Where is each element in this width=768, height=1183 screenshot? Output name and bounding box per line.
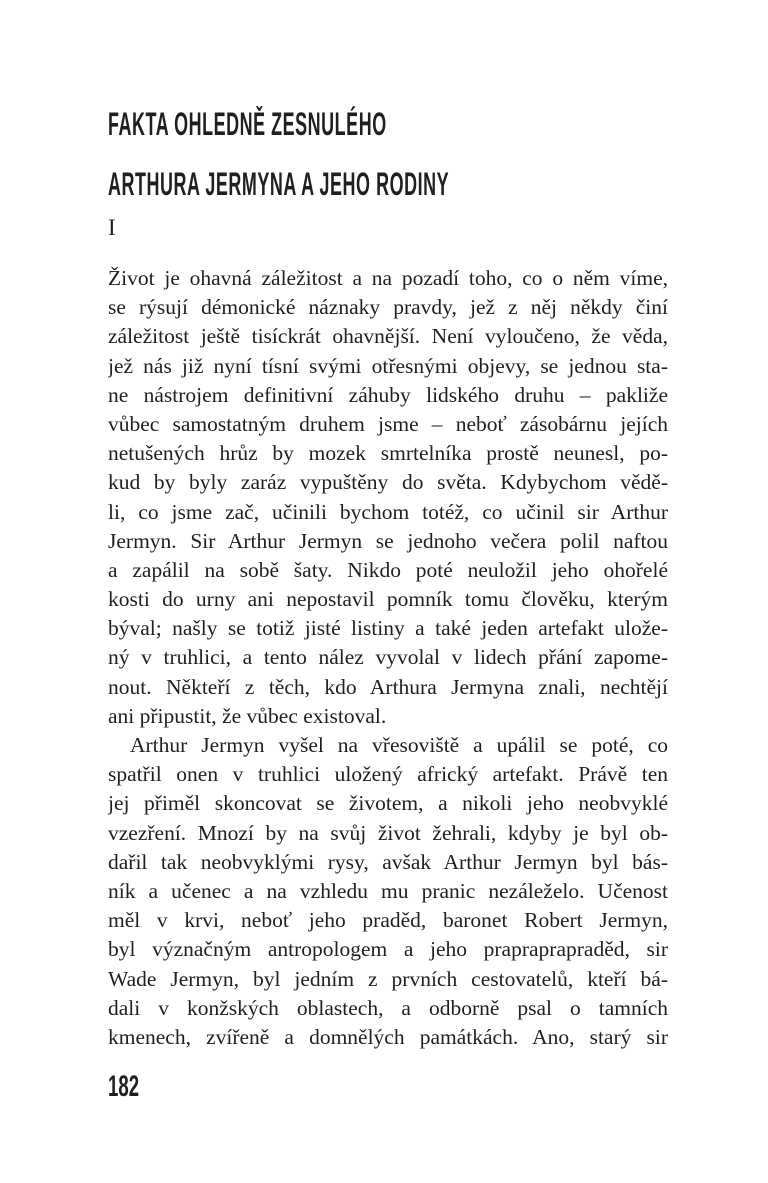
paragraph-2 <box>108 731 668 1052</box>
page-number: 182 <box>108 1070 140 1103</box>
text-line: Arthur Jermyn vyšel na vřesoviště a upálil se poté, co <box>130 733 668 757</box>
text-line: Jermyn. Sir Arthur Jermyn se jednoho večera polil naftou <box>108 528 668 553</box>
chapter-title-line-1: FAKTA OHLEDNĚ ZESNULÉHO <box>108 106 387 142</box>
text-line: byl význačným antropologem a jeho prapraprapraděd, sir <box>108 937 668 962</box>
text-line: se rýsují démonické náznaky pravdy, jež z něj někdy činí <box>108 295 668 320</box>
text-line: jež nás již nyní tísní svými otřesnými objevy, se jednou sta- <box>108 353 668 378</box>
chapter-number: I <box>108 215 116 240</box>
text-line: ník a učenec a na vzhledu mu pranic nezáleželo. Učenost <box>108 878 668 903</box>
text-line: spatřil onen v truhlici uložený africký artefakt. Právě ten <box>108 762 668 787</box>
text-line: dali v konžských oblastech, a odborně psal o tamních <box>108 995 668 1020</box>
text-line: ný v truhlici, a tento nález vyvolal v lidech přání zapome- <box>108 645 668 670</box>
text-line: a zapálil na sobě šaty. Nikdo poté neuložil jeho ohořelé <box>108 557 668 582</box>
text-line: kmenech, zvířeně a domnělých památkách. Ano, starý sir <box>108 1024 668 1049</box>
text-line: jej přiměl skoncovat se životem, a nikoli jeho neobvyklé <box>108 791 668 816</box>
text-line: vůbec samostatným druhem jsme – neboť zásobárnu jejích <box>108 411 668 436</box>
text-line: býval; našly se totiž jisté listiny a také jeden artefakt ulože- <box>108 616 668 641</box>
chapter-title-line-2: ARTHURA JERMYNA A JEHO RODINY <box>108 166 450 202</box>
text-line: ne nástrojem definitivní záhuby lidského druhu – pakliže <box>108 382 668 407</box>
text-line: nout. Někteří z těch, kdo Arthura Jermyna znali, nechtějí <box>108 674 668 699</box>
text-line: Život je ohavná záležitost a na pozadí toho, co o něm víme, <box>108 266 668 290</box>
text-line: Wade Jermyn, byl jedním z prvních cestovatelů, kteří bá- <box>108 966 668 991</box>
body-text <box>108 264 668 1052</box>
text-line: záležitost ještě tisíckrát ohavnější. Není vyloučeno, že věda, <box>108 324 668 349</box>
text-line: netušených hrůz by mozek smrtelníka prostě neunesl, po- <box>108 441 668 466</box>
text-line: kosti do urny ani nepostavil pomník tomu člověku, kterým <box>108 587 668 612</box>
text-line: vzezření. Mnozí by na svůj život žehrali, kdyby je byl ob- <box>108 820 668 845</box>
text-line: měl v krvi, neboť jeho praděd, baronet Robert Jermyn, <box>108 908 668 933</box>
text-line: dařil tak neobvyklými rysy, avšak Arthur Jermyn byl bás- <box>108 849 668 874</box>
text-line: li, co jsme zač, učinili bychom totéž, co učinil sir Arthur <box>108 499 668 524</box>
text-line: ani připustit, že vůbec existoval. <box>108 703 387 728</box>
text-line: kud by byly zaráz vypuštěny do světa. Kdybychom vědě- <box>108 470 668 495</box>
paragraph-1 <box>108 264 668 731</box>
